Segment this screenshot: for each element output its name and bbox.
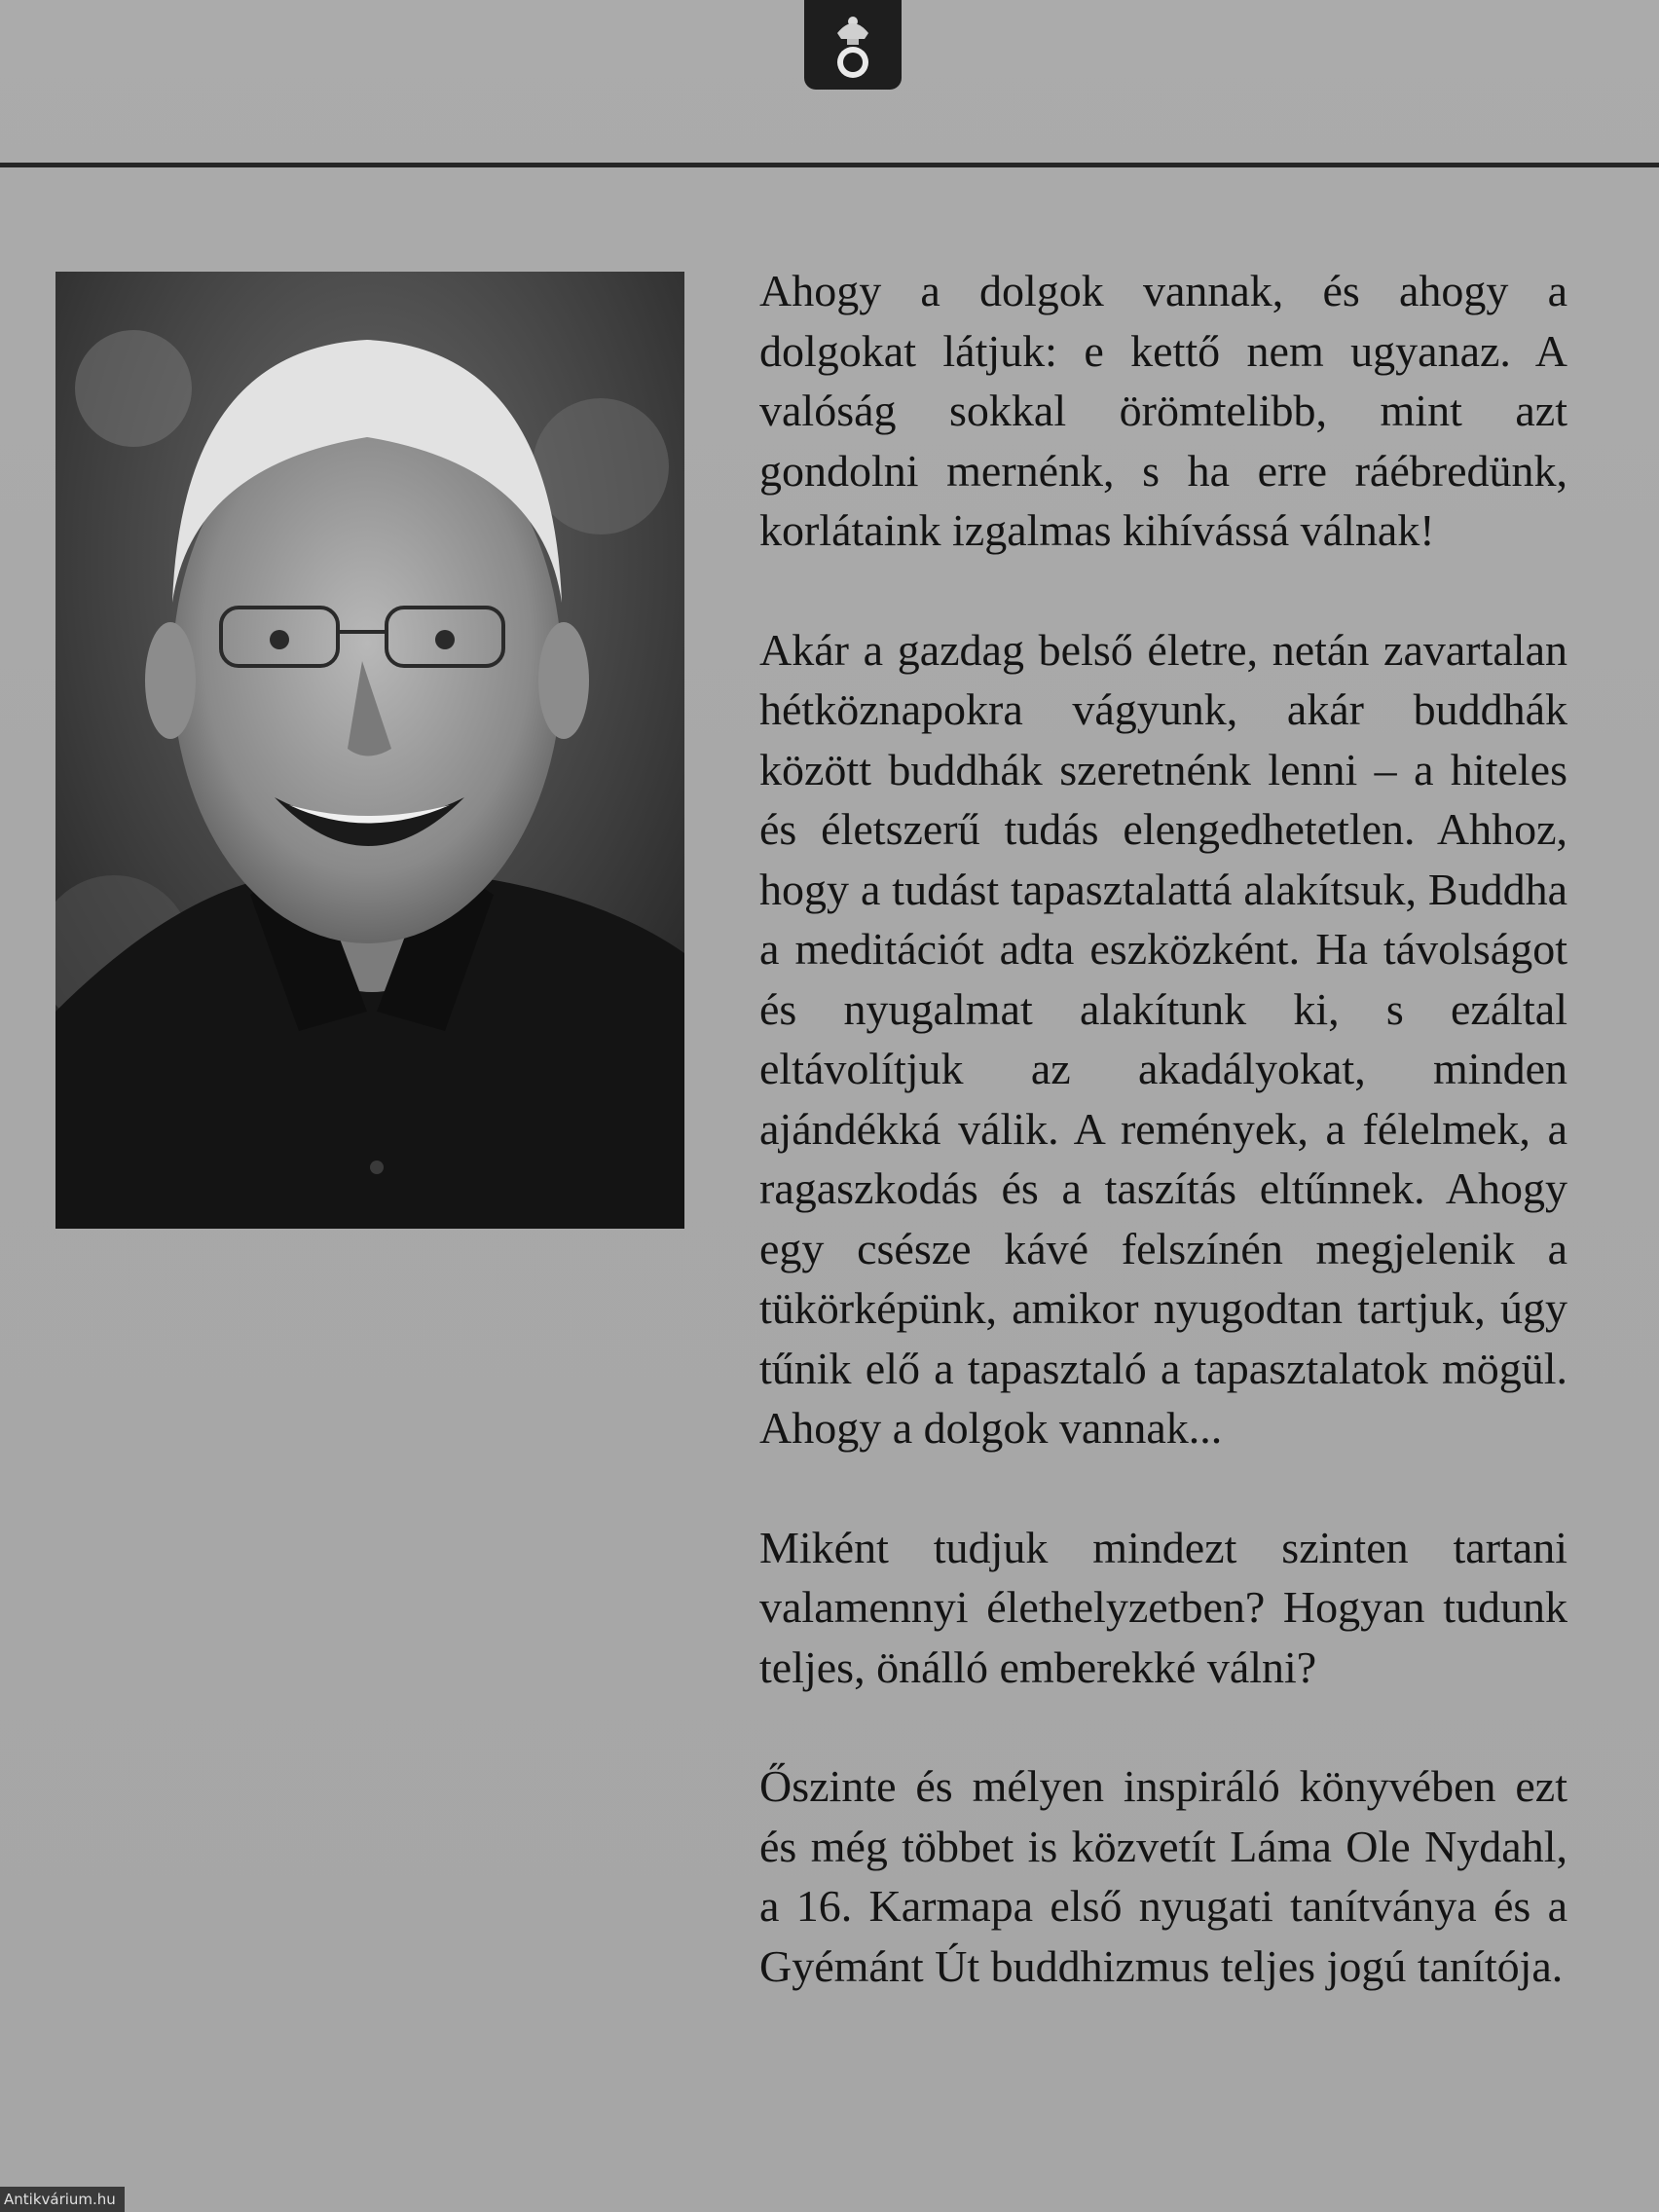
paragraph-intro: Ahogy a dolgok vannak, és ahogy a dolgokat látjuk: e kettő nem ugyanaz. A valóság sokkal örömtelibb, mint azt gondolni mernénk, s ha erre ráébredünk, korlátaink izgalmas kihívássá válnak! [759, 266, 1567, 555]
publisher-emblem [804, 0, 902, 90]
kagyu-crown-emblem-icon [804, 0, 902, 90]
paragraph-author: Őszinte és mélyen inspiráló könyvében ezt és még többet is közvetít Láma Ole Nydahl, a 16. Karmapa első nyugati tanítványa és a Gyémánt Út buddhizmus teljes jogú tanítója. [759, 1761, 1567, 1991]
paragraph-question: Miként tudjuk mindezt szinten tartani valamennyi élethelyzetben? Hogyan tudunk teljes, önálló emberekké válni? [759, 1522, 1567, 1692]
author-portrait [55, 272, 684, 1229]
paragraph-meditation: Akár a gazdag belső életre, netán zavartalan hétköznapokra vágyunk, akár buddhák között buddhák szeretnénk lenni – a hiteles és életszerű tudás elengedhetetlen. Ahhoz, hogy a tudást tapasztalattá alakítsuk, Buddha a meditációt adta eszközként. Ha távolságot és nyugalmat alakítunk ki, s ezáltal eltávolítjuk az akadályokat, minden ajándékká válik. A remények, a félelmek, a ragaszkodás és a taszítás eltűnnek. Ahogy egy csésze kávé felszínén megjelenik a tükörképünk, amikor nyugodtan tartjuk, úgy tűnik elő a tapasztaló a tapasztalatok mögül. Ahogy a dolgok vannak... [759, 624, 1567, 1453]
watermark: Antikvárium.hu [0, 2187, 125, 2212]
back-cover-text [759, 261, 1567, 2055]
header-rule [0, 163, 1659, 167]
